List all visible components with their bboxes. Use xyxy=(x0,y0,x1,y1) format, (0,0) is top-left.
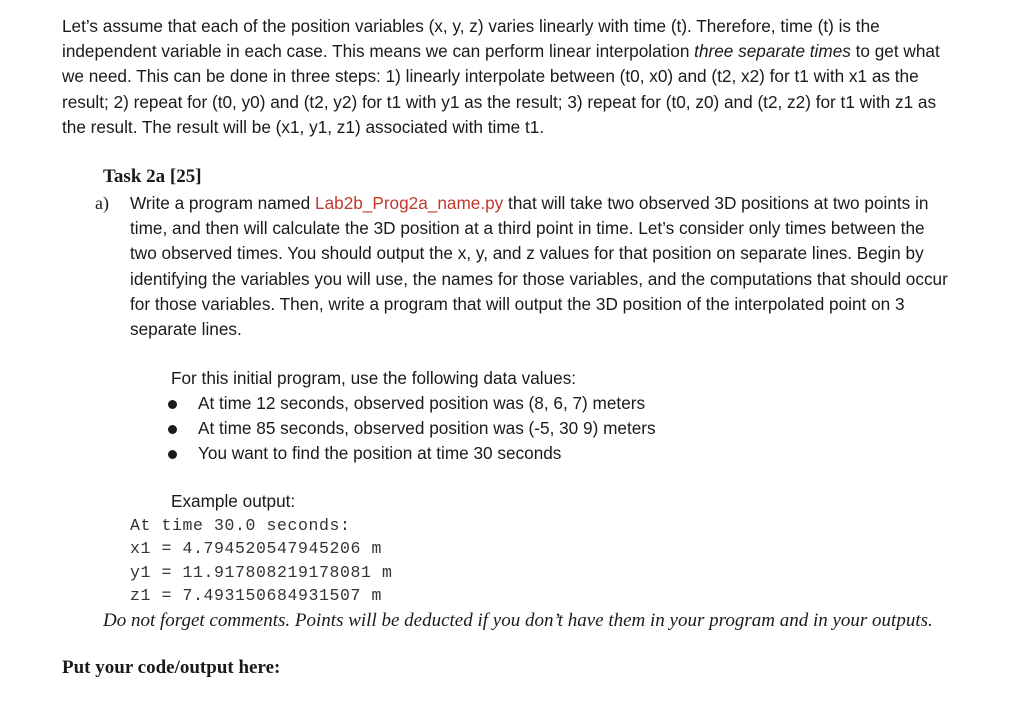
list-item xyxy=(165,441,656,466)
output-line-z1: z1 = 7.493150684931507 m xyxy=(130,585,383,605)
task-heading: Task 2a [25] xyxy=(103,166,202,187)
task-description xyxy=(130,191,950,342)
list-item xyxy=(165,416,656,441)
bullet-text: At time 85 seconds, observed position was (-5, 30 9) meters xyxy=(198,418,656,438)
task-text-before: Write a program named xyxy=(130,193,316,213)
example-output-label: Example output: xyxy=(171,491,296,511)
output-line-y1: y1 = 11.917808219178081 m xyxy=(130,562,393,582)
data-values-intro: For this initial program, use the following data values: xyxy=(171,368,577,388)
intro-emphasis: three separate times xyxy=(694,41,851,62)
intro-text-part2: to get what we need. This can be done in three steps: 1) linearly interpolate between (t0, x0) and (t2, x2) for t1 with x1 as the result; 2) repeat for (t0, y0) and (t2, y2) for t1 with y1 as the result; 3) repeat for (t0, z0) and (t2, z2) for t1 with z1 as the result. The result will be (x1, y1, z1) associated with time t1. xyxy=(62,41,940,137)
bullet-icon xyxy=(168,425,177,434)
task-text-after: that will take two observed 3D positions at two points in time, and then will calculate the 3D position at a third point in time. Let’s consider only times between the two observed times. You should output the x, y, and z values for that position on separate lines. Begin by identifying the variables you will use, the names for those variables, and the computations that should occur for those variables. Then, write a program that will output the 3D position of the interpolated point on 3 separate lines. xyxy=(130,193,948,340)
bullet-text: At time 12 seconds, observed position was (8, 6, 7) meters xyxy=(198,393,646,413)
bullet-text: You want to find the position at time 30 seconds xyxy=(198,443,562,463)
example-output-block xyxy=(130,514,393,607)
bullet-icon xyxy=(168,450,177,459)
data-values-list xyxy=(165,391,656,466)
comments-note: Do not forget comments. Points will be deducted if you don’t have them in your program and in your outputs. xyxy=(103,610,933,631)
output-line-header: At time 30.0 seconds: xyxy=(130,516,351,535)
intro-text-part1: Let’s assume that each of the position variables (x, y, z) varies linearly with time (t). Therefore, time (t) is the independent variable in each case. This means we can perform linear interpolation xyxy=(62,16,880,62)
list-item xyxy=(165,391,656,416)
task-item-marker: a) xyxy=(95,193,109,213)
output-line-x1: x1 = 4.794520547945206 m xyxy=(130,539,383,559)
bullet-icon xyxy=(168,400,177,409)
put-code-heading: Put your code/output here: xyxy=(62,657,281,678)
intro-paragraph xyxy=(62,14,962,140)
program-filename: Lab2b_Prog2a_name.py xyxy=(315,193,504,213)
